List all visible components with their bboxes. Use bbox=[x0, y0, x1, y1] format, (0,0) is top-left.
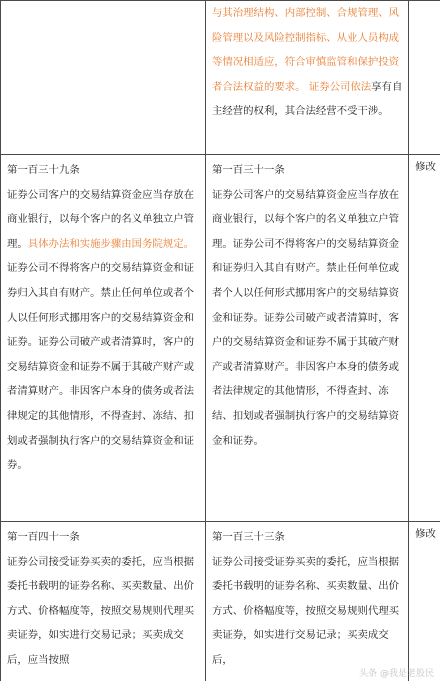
new-text-cell bbox=[206, 155, 409, 522]
text-segment: 证券公司不得将客户的交易结算资金和证券归入其自有财产。禁止任何单位或者个人以任何形式挪用客户的交易结算资金和证券。证券公司破产或者清算时，客户的交易结算资金和证券不属于其破产财产或者清算财产。非因客户本身的债务或者法律规定的其他情形，不得查封、冻结、扣划或者强制执行客户的交易结算资金和证券。 bbox=[7, 262, 195, 472]
new-text-cell bbox=[206, 522, 409, 681]
text-segment: 证券公司客户的交易结算资金应当存放在商业银行，以每个客户的名义单独立户管理。 bbox=[7, 188, 195, 250]
article-body bbox=[7, 556, 194, 666]
change-note: 修改 bbox=[415, 528, 436, 540]
table-row bbox=[1, 1, 440, 155]
text-segment: 与其治理结构、内部控制、合规管理、风险管理以及风险控制指标、从业人员构成等情况相适应，符合审慎监管和保护投资者合法权益的要求。 证券公司依法 bbox=[212, 7, 400, 93]
article-heading: 第一百三十一条 bbox=[212, 164, 285, 176]
text-segment: 证券公司客户的交易结算资金应当存放在商业银行，以每个客户的名义单独立户管理。证券公司不得将客户的交易结算资金和证券归入其自有财产。禁止任何单位或者个人以任何形式挪用客户的交易结算资金和证券。证券公司破产或者清算时，客户的交易结算资金和证券不属于其破产财产或者清算财产。非因客户本身的债务或者法律规定的其他情形，不得查封、冻结、扣划或者强制执行客户的交易结算资金和证券。 bbox=[212, 188, 400, 447]
text-segment: 证券公司接受证券买卖的委托，应当根据委托书载明的证券名称、买卖数量、出价方式、价格幅度等，按照交易规则代理买卖证券，如实进行交易记录；买卖成交后， bbox=[212, 555, 400, 666]
change-note-cell bbox=[409, 1, 440, 155]
old-text-cell bbox=[1, 155, 206, 522]
text-segment: 享有自主经营的权利，其合法经营不受干涉。 bbox=[212, 80, 403, 118]
old-text-cell bbox=[1, 522, 206, 681]
change-note: 修改 bbox=[415, 161, 436, 173]
table-row bbox=[1, 522, 440, 681]
article-heading: 第一百四十一条 bbox=[7, 531, 80, 543]
text-segment: 具体办法和实施步骤由国务院规定。 bbox=[27, 237, 195, 250]
change-note-cell bbox=[409, 155, 440, 522]
article-heading: 第一百三十九条 bbox=[7, 164, 80, 176]
change-note-cell bbox=[409, 522, 440, 681]
old-text-cell bbox=[1, 1, 206, 155]
watermark: 头条 @我是老股民 bbox=[359, 669, 434, 679]
article-body bbox=[212, 556, 399, 666]
article-body bbox=[7, 189, 194, 472]
article-heading: 第一百三十三条 bbox=[212, 531, 285, 543]
new-text-cell bbox=[206, 1, 409, 155]
article-body bbox=[212, 1, 404, 124]
text-segment: 证券公司接受证券买卖的委托，应当根据委托书载明的证券名称、买卖数量、出价方式、价格幅度等，按照交易规则代理买卖证券，如实进行交易记录；买卖成交后，应当按照 bbox=[7, 555, 195, 666]
article-body bbox=[212, 189, 399, 447]
table-row bbox=[1, 155, 440, 522]
